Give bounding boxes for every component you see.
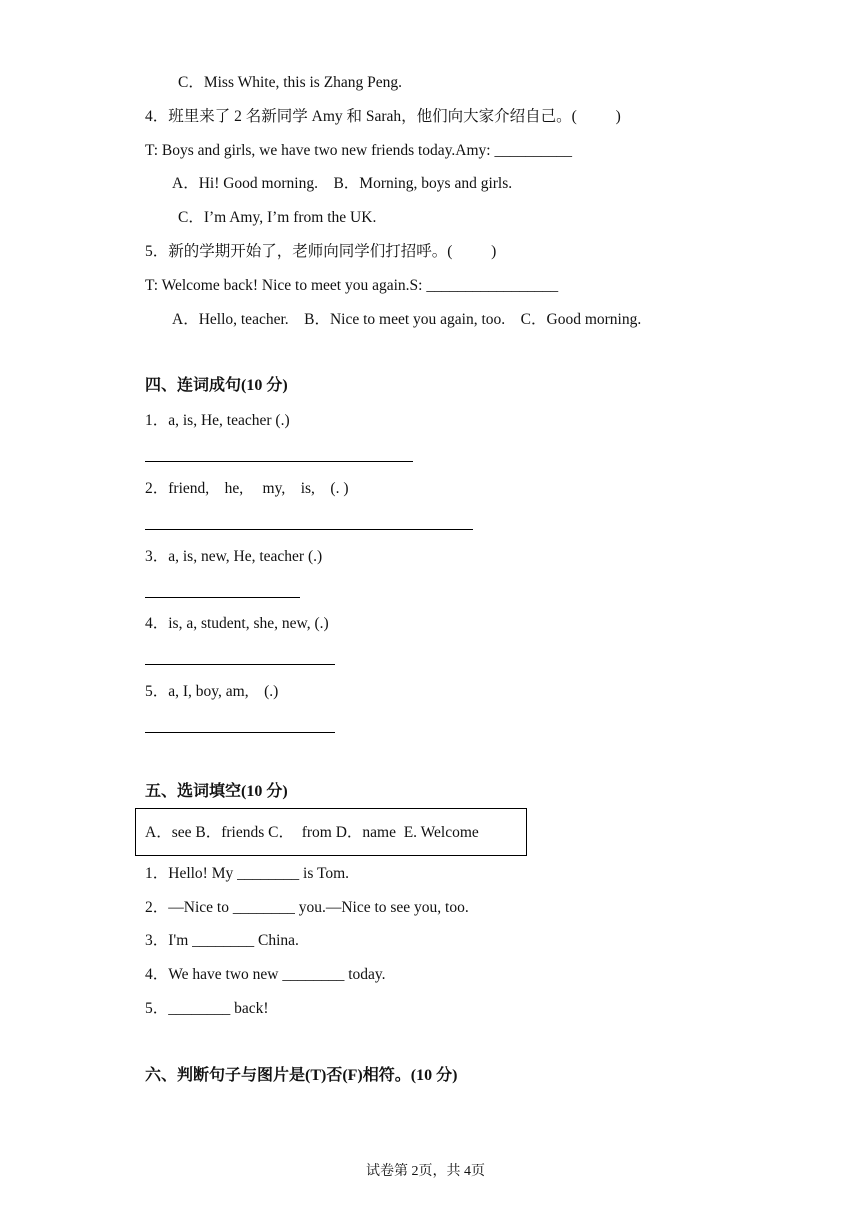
fill-blank[interactable]: ________: [282, 966, 345, 983]
fill-blank[interactable]: ________: [168, 1000, 231, 1017]
fill-blank[interactable]: ________: [232, 899, 295, 916]
s4-answer-line-5: [145, 732, 335, 733]
q5-dialog: T: Welcome back! Nice to meet you again.S: _________________: [145, 277, 559, 294]
section5-heading: 五、选词填空(10 分): [145, 783, 288, 800]
fill-blank[interactable]: ________: [192, 932, 255, 949]
q4-dialog: T: Boys and girls, we have two new friends today.Amy: __________: [145, 142, 572, 159]
s5-item-4: 4．We have two new ________ today.: [145, 966, 386, 983]
s5-item-3: 3．I'm ________ China.: [145, 932, 299, 949]
s4-item-4: 4．is, a, student, she, new, (.): [145, 615, 329, 632]
s4-answer-line-2: [145, 529, 473, 530]
s5-item-1: 1．Hello! My ________ is Tom.: [145, 865, 350, 882]
s4-item-5: 5．a, I, boy, am, (.): [145, 683, 279, 700]
q4-option-c: C．I’m Amy, I’m from the UK.: [178, 209, 377, 226]
word-bank-text: A．see B．friends C． from D．name E. Welcome: [145, 824, 479, 841]
fill-blank[interactable]: ________: [237, 865, 300, 882]
s4-answer-line-1: [145, 461, 413, 462]
s5-item-2: 2．—Nice to ________ you.—Nice to see you, too.: [145, 899, 469, 916]
s4-item-3: 3．a, is, new, He, teacher (.): [145, 548, 323, 565]
section6-heading: 六、判断句子与图片是(T)否(F)相符。(10 分): [145, 1067, 458, 1084]
s5-item-5: 5．________ back!: [145, 1000, 269, 1017]
s4-item-1: 1．a, is, He, teacher (.): [145, 412, 290, 429]
section4-heading: 四、连词成句(10 分): [145, 377, 288, 394]
q5-stem: 5．新的学期开始了，老师向同学们打招呼。( ): [145, 243, 497, 260]
s4-item-2: 2．friend, he, my, is, (. ): [145, 480, 349, 497]
s4-answer-line-3: [145, 597, 300, 598]
q3-option-c: C．Miss White, this is Zhang Peng.: [178, 74, 403, 91]
s4-answer-line-4: [145, 664, 335, 665]
q4-options-ab: A．Hi! Good morning. B．Morning, boys and girls.: [172, 175, 513, 192]
page-footer: 试卷第 2页，共 4页: [366, 1164, 485, 1179]
q5-options: A．Hello, teacher. B．Nice to meet you again, too. C．Good morning.: [172, 311, 642, 328]
q4-stem: 4．班里来了 2 名新同学 Amy 和 Sarah，他们向大家介绍自己。( ): [145, 108, 621, 125]
